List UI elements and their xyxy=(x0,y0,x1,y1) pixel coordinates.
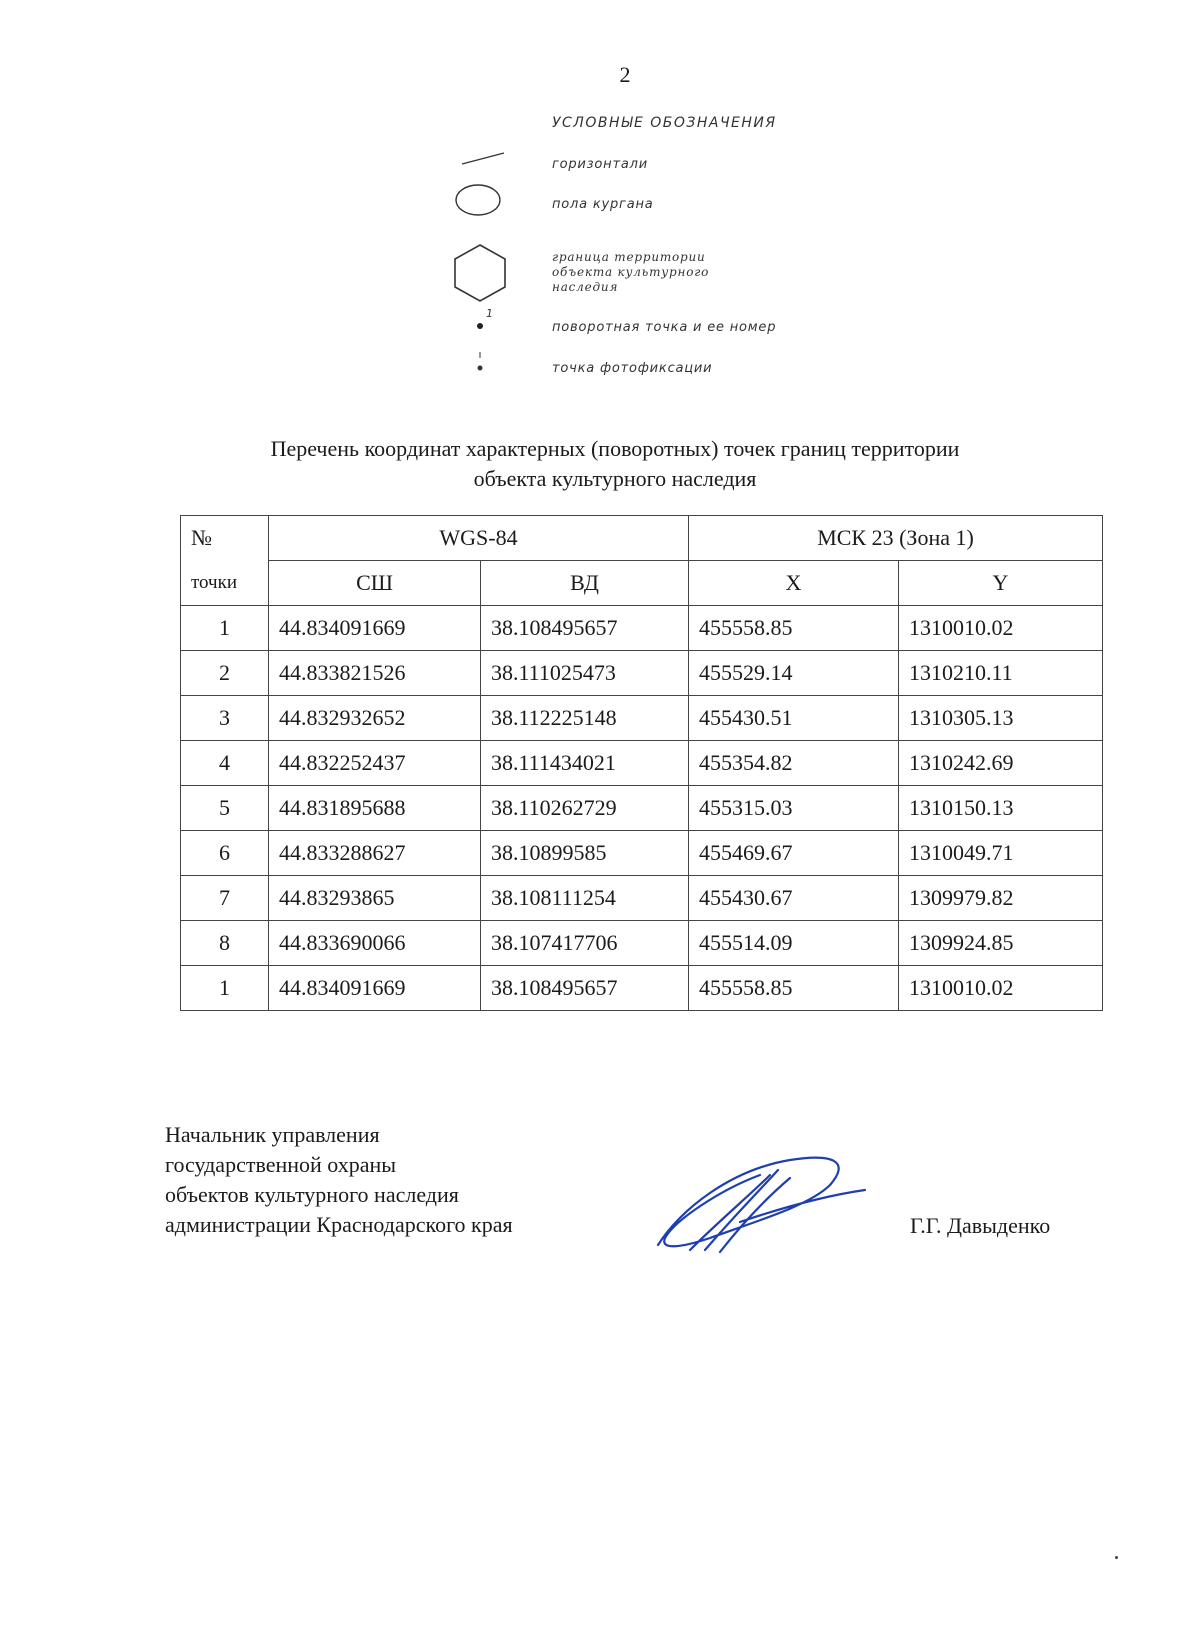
signer-line3: объектов культурного наследия xyxy=(165,1182,459,1207)
cell-lon: 38.107417706 xyxy=(481,921,689,966)
signer-name: Г.Г. Давыденко xyxy=(910,1213,1051,1238)
cell-lon: 38.110262729 xyxy=(481,786,689,831)
cell-lat: 44.834091669 xyxy=(269,966,481,1011)
table-row xyxy=(181,741,1103,786)
header-lat: СШ xyxy=(269,561,481,606)
signer-line1: Начальник управления xyxy=(165,1122,380,1147)
cell-y: 1310010.02 xyxy=(899,606,1103,651)
header-msk23: МСК 23 (Зона 1) xyxy=(689,516,1103,561)
table-row xyxy=(181,606,1103,651)
cell-point-number: 1 xyxy=(181,606,269,651)
page-number: 2 xyxy=(619,62,631,87)
cell-point-number: 8 xyxy=(181,921,269,966)
cell-lat: 44.832932652 xyxy=(269,696,481,741)
cell-y: 1310210.11 xyxy=(899,651,1103,696)
table-row xyxy=(181,921,1103,966)
cell-lat: 44.832252437 xyxy=(269,741,481,786)
cell-point-number: 2 xyxy=(181,651,269,696)
cell-x: 455514.09 xyxy=(689,921,899,966)
list-title xyxy=(150,434,1080,494)
legend-title: УСЛОВНЫЕ ОБОЗНАЧЕНИЯ xyxy=(552,115,777,131)
cell-y: 1310242.69 xyxy=(899,741,1103,786)
legend-label-contours: горизонтали xyxy=(552,157,648,172)
cell-lon: 38.112225148 xyxy=(481,696,689,741)
table-header-row-groups xyxy=(181,516,1103,561)
handwritten-signature xyxy=(650,1150,890,1260)
cell-point-number: 5 xyxy=(181,786,269,831)
legend-label-photo-point: точка фотофиксации xyxy=(552,361,713,376)
cell-x: 455430.51 xyxy=(689,696,899,741)
cell-lat: 44.833288627 xyxy=(269,831,481,876)
cell-y: 1310010.02 xyxy=(899,966,1103,1011)
header-number-top: № xyxy=(181,516,269,561)
legend-label-turning-point: поворотная точка и ее номер xyxy=(552,320,777,335)
cell-x: 455558.85 xyxy=(689,606,899,651)
cell-lat: 44.833690066 xyxy=(269,921,481,966)
cell-lon: 38.111025473 xyxy=(481,651,689,696)
cell-y: 1310150.13 xyxy=(899,786,1103,831)
table-row xyxy=(181,966,1103,1011)
cell-x: 455529.14 xyxy=(689,651,899,696)
cell-lat: 44.83293865 xyxy=(269,876,481,921)
cell-x: 455558.85 xyxy=(689,966,899,1011)
header-x: X xyxy=(689,561,899,606)
legend-label-mound: пола кургана xyxy=(552,197,654,212)
cell-lat: 44.834091669 xyxy=(269,606,481,651)
cell-lat: 44.833821526 xyxy=(269,651,481,696)
cell-lon: 38.108495657 xyxy=(481,966,689,1011)
table-row xyxy=(181,651,1103,696)
header-y: Y xyxy=(899,561,1103,606)
cell-point-number: 6 xyxy=(181,831,269,876)
cell-y: 1310305.13 xyxy=(899,696,1103,741)
mound-ellipse-icon xyxy=(450,180,510,220)
cell-y: 1309979.82 xyxy=(899,876,1103,921)
legend-label-boundary: граница территории объекта культурного наследия xyxy=(552,250,710,294)
cell-x: 455354.82 xyxy=(689,741,899,786)
cell-x: 455430.67 xyxy=(689,876,899,921)
table-header-row-columns xyxy=(181,561,1103,606)
cell-lon: 38.108111254 xyxy=(481,876,689,921)
cell-point-number: 3 xyxy=(181,696,269,741)
cell-lon: 38.10899585 xyxy=(481,831,689,876)
contour-line-icon xyxy=(460,150,510,170)
table-row xyxy=(181,696,1103,741)
cell-point-number: 4 xyxy=(181,741,269,786)
cell-lon: 38.111434021 xyxy=(481,741,689,786)
signer-line4: администрации Краснодарского края xyxy=(165,1212,513,1237)
legend-point-number: 1 xyxy=(486,307,493,320)
cell-y: 1309924.85 xyxy=(899,921,1103,966)
cell-x: 455469.67 xyxy=(689,831,899,876)
list-title-line2: объекта культурного наследия xyxy=(473,466,757,491)
signer-title xyxy=(165,1120,513,1240)
table-row xyxy=(181,876,1103,921)
signer-line2: государственной охраны xyxy=(165,1152,397,1177)
cell-lat: 44.831895688 xyxy=(269,786,481,831)
header-number-bottom: точки xyxy=(181,561,269,606)
coordinates-table xyxy=(180,515,1103,1011)
header-wgs84: WGS-84 xyxy=(269,516,689,561)
cell-y: 1310049.71 xyxy=(899,831,1103,876)
table-row xyxy=(181,786,1103,831)
list-title-line1: Перечень координат характерных (поворотных) точек границ территории xyxy=(270,436,960,461)
scan-dot xyxy=(1115,1556,1118,1559)
hexagon-boundary-icon xyxy=(448,242,512,304)
cell-lon: 38.108495657 xyxy=(481,606,689,651)
table-row xyxy=(181,831,1103,876)
cell-point-number: 1 xyxy=(181,966,269,1011)
turning-point-icon xyxy=(474,320,486,332)
cell-x: 455315.03 xyxy=(689,786,899,831)
photo-point-icon xyxy=(474,350,486,374)
legend xyxy=(460,105,880,395)
cell-point-number: 7 xyxy=(181,876,269,921)
header-lon: ВД xyxy=(481,561,689,606)
table-body xyxy=(181,606,1103,1011)
